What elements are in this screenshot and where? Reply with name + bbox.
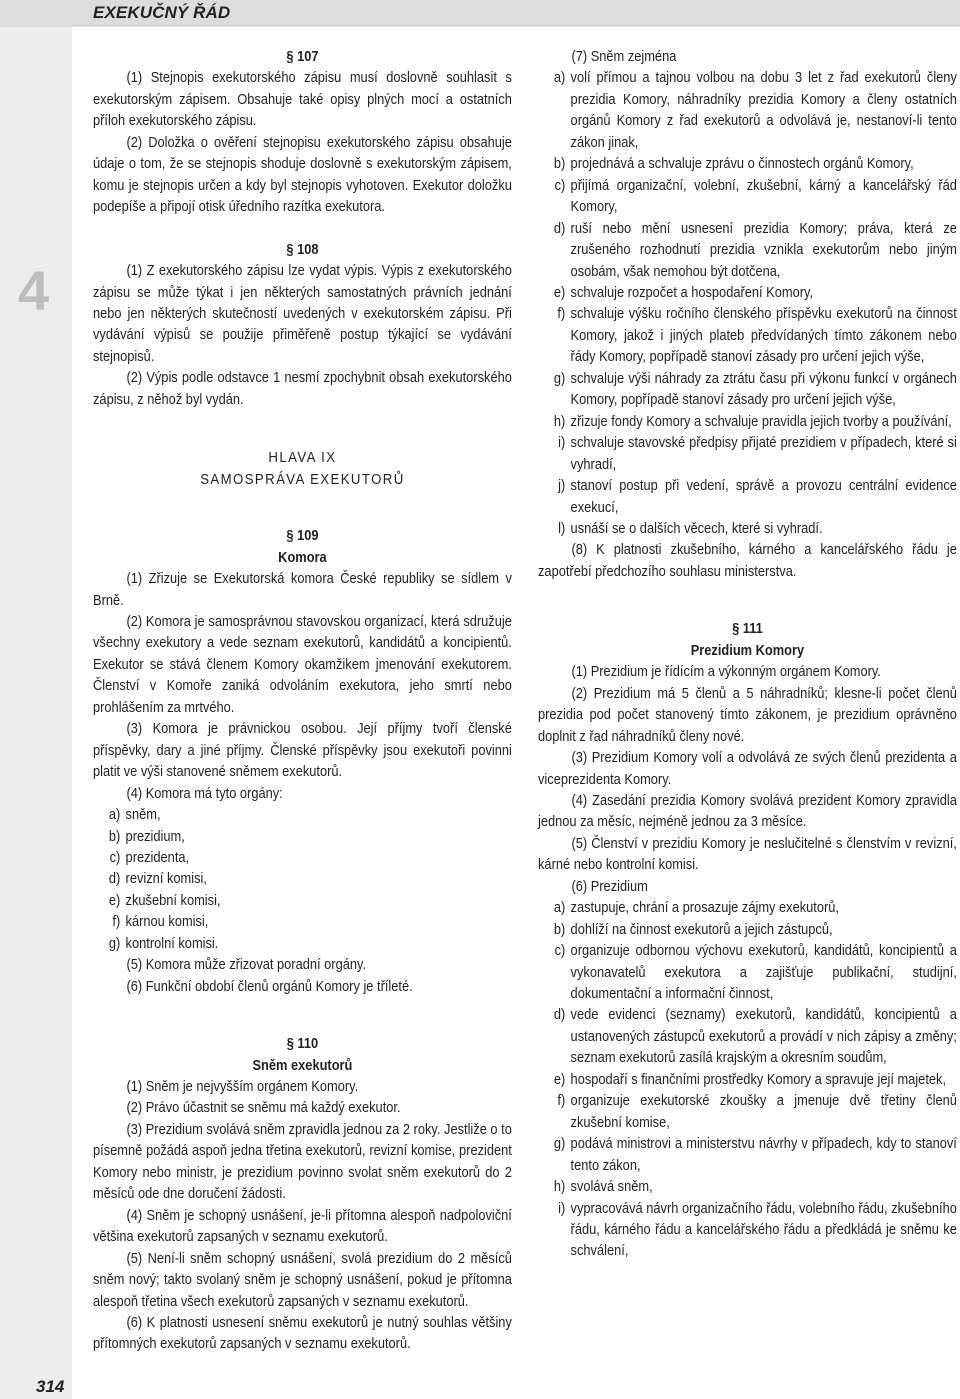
list-label: d) <box>553 220 566 237</box>
list-text: volí přímou a tajnou volbou na dobu 3 let z řad exekutorů členy prezidia Komory, náhradníky prezidia Komory a členy ostatních orgánů Komory z řad exekutorů a odvolává je, nestanoví-li tento zákon jinak, <box>570 70 957 151</box>
list-item <box>538 369 957 412</box>
list-text: schvaluje stavovské předpisy přijaté prezidiem v případech, které si vyhradí, <box>570 435 957 473</box>
section-108-heading: § 108 <box>286 241 319 258</box>
list-item <box>93 805 512 826</box>
paragraph: (3) Komora je právnickou osobou. Její příjmy tvoří členské příspěvky, dary a jiné příjmy. Členské příspěvky jsou exekutoři povinni platit ve výši stanovené sněmem exekutorů. <box>93 721 512 781</box>
paragraph: (3) Prezidium Komory volí a odvolává ze svých členů prezidenta a viceprezidenta Komory. <box>538 750 957 788</box>
list-text: svolává sněm, <box>570 1179 653 1196</box>
list-label: c) <box>554 943 566 960</box>
list-label: e) <box>553 1071 566 1088</box>
list-text: hospodaří s finančními prostředky Komory a spravuje její majetek, <box>570 1071 947 1088</box>
list-text: organizuje exekutorské zkoušky a jmenuje dvě třetiny členů zkušební komise, <box>570 1093 957 1131</box>
list-text: prezidenta, <box>125 849 190 866</box>
paragraph: (4) Komora má tyto orgány: <box>126 785 283 802</box>
list-item <box>93 934 512 955</box>
list-label: l) <box>558 520 566 537</box>
section-111-title: Prezidium Komory <box>690 642 805 659</box>
list-text: zastupuje, chrání a prosazuje zájmy exekutorů, <box>570 900 839 917</box>
list-label: b) <box>553 156 566 173</box>
list-label: e) <box>108 892 121 909</box>
list-item <box>93 848 512 869</box>
page-number: 314 <box>36 1377 65 1396</box>
paragraph: (7) Sněm zejména <box>571 49 677 65</box>
list-text: schvaluje výši náhrady za ztrátu času při výkonu funkcí v orgánech Komory, popřípadě stanoví zásady pro určení jejich výše, <box>570 370 957 409</box>
list-text: projednává a schvaluje zprávu o činnostech orgánů Komory, <box>570 156 914 173</box>
list-text: zkušební komisi, <box>125 892 221 909</box>
paragraph: (2) Prezidium má 5 členů a 5 náhradníků; klesne-li počet členů prezidia pod počet stanovený tímto zákonem, je prezidium oprávněno doplnit z řad náhradníků členy nové. <box>538 685 957 745</box>
paragraph: (1) Prezidium je řídícím a výkonným orgánem Komory. <box>571 664 881 681</box>
list-item <box>538 1091 957 1134</box>
list-item <box>538 1005 957 1069</box>
list-text: přijímá organizační, volební, zkušební, kárný a kancelářský řád Komory, <box>570 177 957 216</box>
paragraph: (1) Z exekutorského zápisu lze vydat výpis. Výpis z exekutorského zápisu se může týkat i jen některých samostatných právních jednání nebo jen některých skutečností uvedených v exekutorském zápisu. Při vydávání výpisů se použije přiměřeně postup týkající se vydávání stejnopisů. <box>93 263 512 365</box>
paragraph: (4) Sněm je schopný usnášení, je-li přítomna alespoň nadpoloviční většina exekutorů zapsaných v seznamu exekutorů. <box>93 1207 512 1246</box>
list-label: g) <box>108 935 121 952</box>
section-110-heading: § 110 <box>286 1036 319 1053</box>
list-text: usnáší se o dalších věcech, které si vyhradí. <box>570 520 823 537</box>
paragraph: (2) Právo účastnit se sněmu má každý exekutor. <box>126 1100 401 1117</box>
list-label: a) <box>553 70 566 87</box>
list-text: revizní komisi, <box>125 871 207 888</box>
list-text: schvaluje výšku ročního členského příspěvku exekutorů na činnost Komory, jakož i jiných plateb předvídaných tímto zákonem nebo řády Komory, popřípadě stanoví zásady pro určení jejich výše, <box>570 306 957 366</box>
list-text: dohlíží na činnost exekutorů a jejich zástupců, <box>570 921 833 938</box>
list-item <box>93 891 512 912</box>
list-label: h) <box>553 413 566 430</box>
list-item <box>93 869 512 890</box>
chapter-heading-line1: HLAVA IX <box>268 449 337 467</box>
chapter-margin <box>0 27 72 1399</box>
list-text: podává ministrovi a ministerstvu návrhy v případech, kdy to stanoví tento zákon, <box>570 1136 957 1174</box>
list-item <box>538 304 957 368</box>
list-text: schvaluje rozpočet a hospodaření Komory, <box>570 284 814 301</box>
list-item <box>538 1070 957 1091</box>
list-item <box>93 827 512 848</box>
section-109-title: Komora <box>278 549 327 566</box>
left-column <box>93 47 512 1356</box>
list-text: vede evidenci (seznamy) exekutorů, kandidátů, koncipientů a ustanovených zástupců exekutorů a provádí v nich zápisy a změny; seznam exekutorů zasílá krajským a okresním soudům, <box>570 1007 957 1067</box>
paragraph: (5) Není-li sněm schopný usnášení, svolá prezidium do 2 měsíců sněm nový; takto svolaný sněm je schopný usnášení, pokud je přítomna alespoň třetina všech exekutorů zapsaných v seznamu exekutorů. <box>93 1250 512 1310</box>
paragraph: (1) Sněm je nejvyšším orgánem Komory. <box>126 1079 359 1096</box>
list-text: ruší nebo mění usnesení prezidia Komory; práva, která ze zrušeného rozhodnutí prezidia vznikla exekutorům nebo jiným osobám, však nemohou být dotčena, <box>570 220 957 280</box>
list-text: prezidium, <box>125 828 185 845</box>
list-label: i) <box>558 1200 566 1217</box>
list-label: d) <box>108 871 121 888</box>
list-text: sněm, <box>125 807 161 824</box>
list-label: b) <box>553 921 566 938</box>
list-item <box>538 176 957 219</box>
list-label: g) <box>553 370 566 387</box>
paragraph: (6) K platnosti usnesení sněmu exekutorů je nutný souhlas většiny přítomných exekutorů zapsaných v seznamu exekutorů. <box>93 1315 512 1353</box>
chapter-number: 4 <box>18 259 50 322</box>
paragraph: (5) Členství v prezidiu Komory je neslučitelné s členstvím v revizní, kárné nebo kontrolní komisi. <box>538 835 957 874</box>
chapter-heading-line2: SAMOSPRÁVA EXEKUTORŮ <box>200 470 405 488</box>
list-label: g) <box>553 1136 566 1153</box>
paragraph: (6) Funkční období členů orgánů Komory je tříleté. <box>126 978 413 995</box>
paragraph: (3) Prezidium svolává sněm zpravidla jednou za 2 roky. Jestliže o to písemně požádá aspoň jedna třetina exekutorů, revizní komise, prezident Komory nebo ministr, je prezidium povinno svolat sněm exekutorů do 2 měsíců ode dne doručení žádosti. <box>93 1121 512 1203</box>
paragraph: (2) Výpis podle odstavce 1 nesmí zpochybnit obsah exekutorského zápisu, z něhož byl vydán. <box>93 370 512 408</box>
paragraph: (4) Zasedání prezidia Komory svolává prezident Komory zpravidla jednou za měsíc, nejméně jednou za 3 měsíce. <box>538 792 957 831</box>
list-label: c) <box>554 177 566 194</box>
paragraph: (5) Komora může zřizovat poradní orgány. <box>126 957 367 974</box>
list-item <box>538 519 957 540</box>
list-label: e) <box>553 284 566 301</box>
list-label: b) <box>108 828 121 845</box>
list-label: a) <box>108 807 121 824</box>
list-label: h) <box>553 1179 566 1196</box>
list-item <box>538 476 957 519</box>
list-label: c) <box>109 849 121 866</box>
list-item <box>538 154 957 175</box>
section-111-heading: § 111 <box>732 621 763 638</box>
list-item <box>538 1134 957 1177</box>
right-column <box>538 47 957 1263</box>
paragraph: (6) Prezidium <box>571 878 648 895</box>
list-item <box>538 412 957 433</box>
list-text: kárnou komisi, <box>125 914 209 931</box>
list-item <box>538 898 957 919</box>
paragraph: (1) Zřizuje se Exekutorská komora České republiky se sídlem v Brně. <box>93 571 512 609</box>
list-label: f) <box>112 914 121 931</box>
paragraph: (1) Stejnopis exekutorského zápisu musí doslovně souhlasit s exekutorským zápisem. Obsahuje také opisy plných mocí a ostatních příloh exekutorského zápisu. <box>93 70 512 130</box>
list-item <box>538 941 957 1005</box>
list-label: d) <box>553 1007 566 1024</box>
list-label: f) <box>557 306 566 323</box>
list-item <box>538 219 957 283</box>
list-label: i) <box>558 435 566 452</box>
paragraph: (2) Komora je samosprávnou stavovskou organizací, která sdružuje všechny exekutory a vede seznam exekutorů, kandidátů a koncipientů. Exekutor se stává členem Komory okamžikem jmenování exekutorem. Členství v Komoře zaniká odvoláním exekutora, jeho smrtí nebo prohlášením za mrtvého. <box>93 613 512 716</box>
header-title: EXEKUČNÝ ŘÁD <box>93 3 231 22</box>
section-109-heading: § 109 <box>286 528 319 545</box>
list-text: organizuje odbornou výchovu exekutorů, kandidátů, koncipientů a vykonavatelů exekutora a zajišťuje publikační, studijní, dokumentační a informační činnost, <box>570 943 957 1003</box>
list-item <box>538 68 957 154</box>
list-text: stanoví postup při vedení, správě a provozu centrální evidence exekucí, <box>570 478 957 516</box>
list-item <box>538 920 957 941</box>
list-item <box>538 283 957 304</box>
list-text: zřizuje fondy Komory a schvaluje pravidla jejich tvorby a používání, <box>570 413 952 430</box>
list-label: a) <box>553 900 566 917</box>
list-item <box>538 1199 957 1263</box>
list-label: j) <box>558 478 566 495</box>
list-item <box>93 912 512 933</box>
section-107-heading: § 107 <box>286 49 319 65</box>
running-header <box>0 0 960 27</box>
paragraph: (8) K platnosti zkušebního, kárného a kancelářského řádu je zapotřebí předchozího souhlasu ministerstva. <box>538 542 957 580</box>
paragraph: (2) Doložka o ověření stejnopisu exekutorského zápisu obsahuje údaje o tom, že se stejnopis shoduje doslovně s exekutorským zápisem, komu je stejnopis určen a kdy byl stejnopis vyhotoven. Exekutor doložku podepíše a připojí otisk úředního razítka exekutora. <box>93 134 512 216</box>
section-110-title: Sněm exekutorů <box>252 1057 353 1074</box>
list-label: f) <box>557 1093 566 1110</box>
list-text: kontrolní komisi. <box>125 935 219 952</box>
list-text: vypracovává návrh organizačního řádu, volebního řádu, zkušebního řádu, kárného řádu a kancelářského řádu a předkládá je sněmu ke schválení, <box>570 1200 957 1260</box>
list-item <box>538 1177 957 1198</box>
list-item <box>538 433 957 476</box>
